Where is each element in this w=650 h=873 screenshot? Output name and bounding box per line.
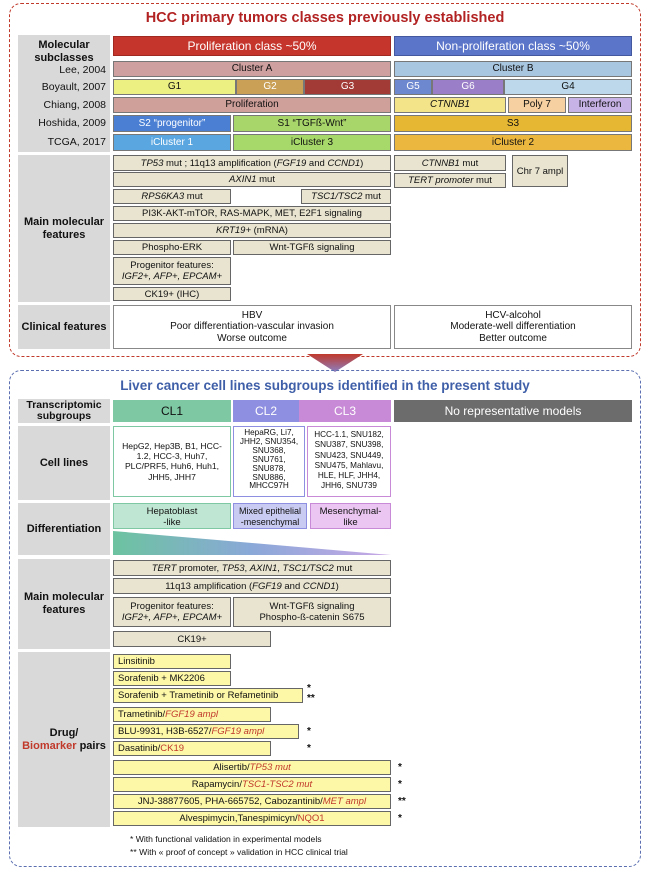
feat-axin1: AXIN1 mut — [113, 172, 391, 187]
diff-mixed: Mixed epithelial -mesenchymal — [233, 503, 307, 529]
lee-cluster-b: Cluster B — [394, 61, 632, 77]
row-hoshida: Hoshida, 2009 — [38, 117, 106, 129]
drug-rapamycin: Rapamycin/TSC1-TSC2 mut — [113, 777, 391, 792]
bfeat-ck19: CK19+ — [113, 631, 271, 647]
boyault-g2: G2 — [236, 79, 304, 95]
drug-dasatinib: Dasatinib/CK19 — [113, 741, 271, 756]
tcga-icluster1: iCluster 1 — [113, 134, 231, 151]
hoshida-s1: S1 “TGFß-Wnt” — [233, 115, 391, 132]
bfeat-wnt: Wnt-TGFß signaling Phospho-ß-catenin S675 — [233, 597, 391, 627]
drug-10-star: * — [398, 813, 402, 824]
cell-lines-label: Cell lines — [18, 426, 110, 500]
diff-hepatoblast: Hepatoblast -like — [113, 503, 231, 529]
drug-5-star: * — [307, 726, 311, 737]
bfeat-tert: TERT promoter, TP53 , AXIN1 , TSC1/TSC2 mut — [113, 560, 391, 576]
proliferation-class-bar: Proliferation class ~50% — [113, 36, 391, 56]
feat-ck19: CK19+ (IHC) — [113, 287, 231, 301]
chiang-proliferation: Proliferation — [113, 97, 391, 113]
boyault-g1: G1 — [113, 79, 236, 95]
clinical-left-box: HBV Poor differentiation-vascular invasion Worse outcome — [113, 305, 391, 349]
drug-trametinib: Trametinib/FGF19 ampl — [113, 707, 271, 722]
tcga-icluster2: iCluster 2 — [394, 134, 632, 151]
top-title: HCC primary tumors classes previously established — [145, 10, 505, 26]
chiang-ctnnb1: CTNNB1 — [394, 97, 506, 113]
feat-tp53: TP53 mut ; 11q13 amplification ( FGF19 and CCND1 ) — [113, 155, 391, 171]
bottom-title: Liver cancer cell lines subgroups identified in the present study — [120, 378, 530, 393]
boyault-g4: G4 — [504, 79, 632, 95]
feat-ctnnb1: CTNNB1 mut — [394, 155, 506, 171]
differentiation-gradient — [113, 531, 391, 555]
feat-chr7: Chr 7 ampl — [512, 155, 568, 187]
feat-pi3k: PI3K-AKT-mTOR, RAS-MAPK, MET, E2F1 signaling — [113, 206, 391, 221]
non-proliferation-class-bar: Non-proliferation class ~50% — [394, 36, 632, 56]
drug-8-star: * — [398, 779, 402, 790]
cl3-cell-lines: HCC-1.1, SNU182, SNU387, SNU398, SNU423, SNU449, SNU475, Mahlavu, HLE, HLF, JHH4, JHH6, SNU739 — [307, 426, 391, 497]
cl3-header: CL3 — [299, 400, 391, 422]
cl1-cell-lines: HepG2, Hep3B, B1, HCC- 1.2, HCC-3, Huh7, PLC/PRF5, Huh6, Huh1, JHH5, JHH7 — [113, 426, 231, 497]
bottom-main-features-label: Main molecular features — [18, 559, 110, 649]
hoshida-s3: S3 — [394, 115, 632, 132]
feat-progenitor: Progenitor features: IGF2+, AFP+, EPCAM+ — [113, 257, 231, 285]
row-lee: Lee, 2004 — [59, 64, 106, 76]
boyault-g6: G6 — [432, 79, 504, 95]
chiang-poly7: Poly 7 — [508, 97, 566, 113]
tcga-icluster3: iCluster 3 — [233, 134, 391, 151]
bfeat-progenitor: Progenitor features: IGF2+, AFP+, EPCAM+ — [113, 597, 231, 627]
row-chiang: Chiang, 2008 — [43, 99, 106, 111]
boyault-g5: G5 — [394, 79, 432, 95]
drug-3-stars: * ** — [307, 683, 315, 704]
row-boyault: Boyault, 2007 — [41, 81, 106, 93]
chiang-interferon: Interferon — [568, 97, 632, 113]
drug-linsitinib: Linsitinib — [113, 654, 231, 669]
drug-alvespimycin: Alvespimycin,Tanespimicyn/NQO1 — [113, 811, 391, 826]
hoshida-s2: S2 “progenitor” — [113, 115, 231, 132]
drug-alisertib: Alisertib/TP53 mut — [113, 760, 391, 775]
differentiation-label: Differentiation — [18, 503, 110, 555]
clinical-right-box: HCV-alcohol Moderate-well differentiation Better outcome — [394, 305, 632, 349]
drug-sorafenib-trametinib: Sorafenib + Trametinib or Refametinib — [113, 688, 303, 703]
cl2-header: CL2 — [233, 400, 299, 422]
drug-6-star: * — [307, 743, 311, 754]
drug-biomarker-label: Drug/ Biomarker pairs — [18, 652, 110, 827]
feat-phospho-erk: Phospho-ERK — [113, 240, 231, 255]
bfeat-11q13: 11q13 amplification ( FGF19 and CCND1 ) — [113, 578, 391, 594]
feat-tert: TERT promoter mut — [394, 173, 506, 188]
feat-rps6ka3: RPS6KA3 mut — [113, 189, 231, 204]
transcriptomic-subgroups-label: Transcriptomic subgroups — [18, 399, 110, 423]
no-models-header: No representative models — [394, 400, 632, 422]
feat-wnt-tgfb: Wnt-TGFß signaling — [233, 240, 391, 255]
cl1-header: CL1 — [113, 400, 231, 422]
drug-sorafenib-mk2206: Sorafenib + MK2206 — [113, 671, 231, 686]
drug-7-star: * — [398, 762, 402, 773]
feat-krt19: KRT19+ (mRNA) — [113, 223, 391, 238]
feat-tsc: TSC1/TSC2 mut — [301, 189, 391, 204]
footnote-2: ** With « proof of concept » validation in HCC clinical trial — [130, 847, 348, 857]
top-main-features-label: Main molecular features — [18, 155, 110, 302]
row-tcga: TCGA, 2017 — [47, 136, 106, 148]
drug-jnj: JNJ-38877605, PHA-665752, Cabozantinib/MET ampl — [113, 794, 391, 809]
drug-9-stars: ** — [398, 796, 406, 807]
diff-mesenchymal: Mesenchymal- like — [310, 503, 391, 529]
boyault-g3: G3 — [304, 79, 391, 95]
cl2-cell-lines: HepaRG, Li7, JHH2, SNU354, SNU368, SNU761, SNU878, SNU886, MHCC97H — [233, 426, 305, 497]
lee-cluster-a: Cluster A — [113, 61, 391, 77]
drug-blu9931: BLU-9931, H3B-6527/FGF19 ampl — [113, 724, 299, 739]
footnote-1: * With functional validation in experimental models — [130, 834, 322, 844]
clinical-features-label: Clinical features — [18, 305, 110, 349]
molecular-subclasses-label: Molecular subclasses — [18, 35, 110, 152]
